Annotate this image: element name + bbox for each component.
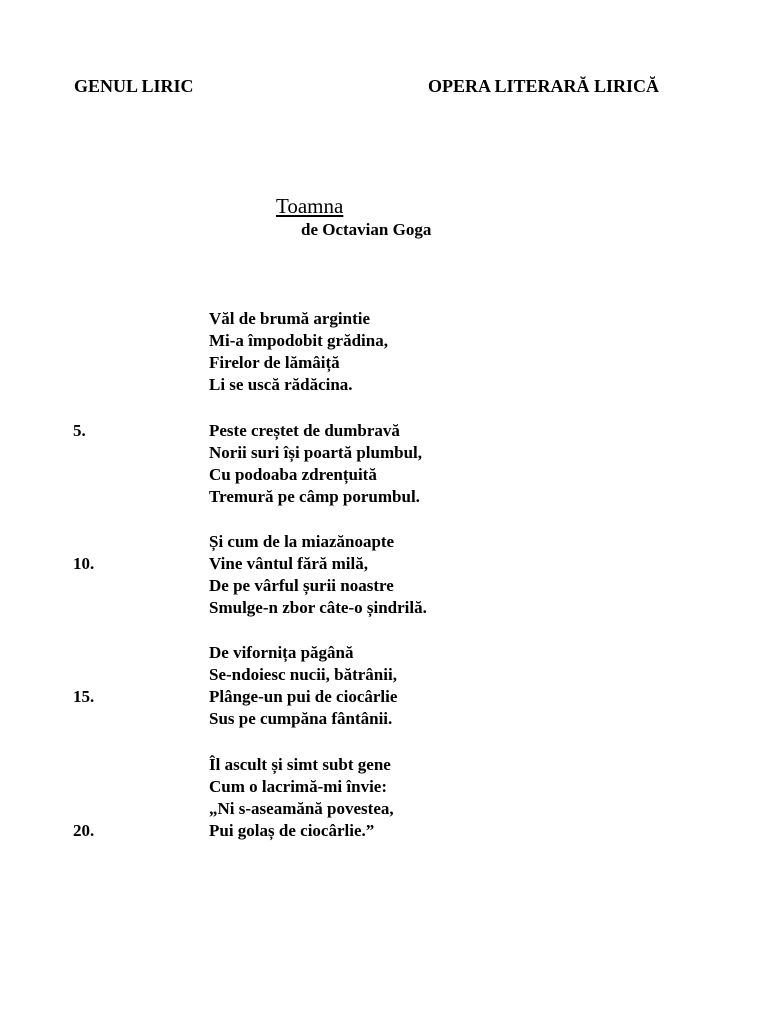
verse-line [0,597,768,619]
verse-line [0,330,768,352]
work-type-heading: OPERA LITERARĂ LIRICĂ [428,76,660,96]
line-number: 10. [73,554,95,573]
line-text: Pui golaș de ciocârlie.” [209,821,375,840]
verse-line [0,820,768,842]
line-text: Cu podoaba zdrențuită [209,465,377,484]
verse-line [0,776,768,798]
line-text: Îl ascult și simt subt gene [209,755,391,774]
verse-line [0,442,768,464]
poem-title: Toamna [276,194,344,218]
line-text: Smulge-n zbor câte-o șindrilă. [209,598,427,617]
verse-line [0,664,768,686]
verse-line [0,420,768,442]
line-text: Plânge-un pui de ciocârlie [209,687,398,706]
verse-line [0,352,768,374]
line-text: Li se uscă rădăcina. [209,375,353,394]
verse-line [0,575,768,597]
line-number: 5. [73,421,86,440]
line-number: 15. [73,687,95,706]
verse-line [0,708,768,730]
line-text: Tremură pe câmp porumbul. [209,487,420,506]
verse-line [0,553,768,575]
verse-line [0,798,768,820]
line-text: „Ni s-aseamănă povestea, [209,799,394,818]
genre-heading: GENUL LIRIC [74,76,194,96]
verse-line [0,531,768,553]
stanza-5 [0,754,768,842]
stanza-2 [0,420,768,508]
line-text: Mi-a împodobit grădina, [209,331,388,350]
line-text: Cum o lacrimă-mi învie: [209,777,387,796]
verse-line [0,308,768,330]
line-text: Sus pe cumpăna fântânii. [209,709,393,728]
line-text: Se-ndoiesc nucii, bătrânii, [209,665,397,684]
stanza-1 [0,308,768,396]
line-text: Și cum de la miazănoapte [209,532,395,551]
verse-line [0,464,768,486]
poem-author: de Octavian Goga [301,220,432,239]
stanza-3 [0,531,768,619]
verse-line [0,374,768,396]
verse-line [0,486,768,508]
line-number: 20. [73,821,95,840]
line-text: De pe vârful șurii noastre [209,576,394,595]
verse-line [0,686,768,708]
verse-line [0,642,768,664]
line-text: Văl de brumă argintie [209,309,371,328]
line-text: Peste creștet de dumbravă [209,421,400,440]
line-text: Norii suri își poartă plumbul, [209,443,423,462]
line-text: Firelor de lămâiță [209,353,340,372]
line-text: Vine vântul fără milă, [209,554,368,573]
stanza-4 [0,642,768,730]
line-text: De vifornița păgână [209,643,354,662]
verse-line [0,754,768,776]
